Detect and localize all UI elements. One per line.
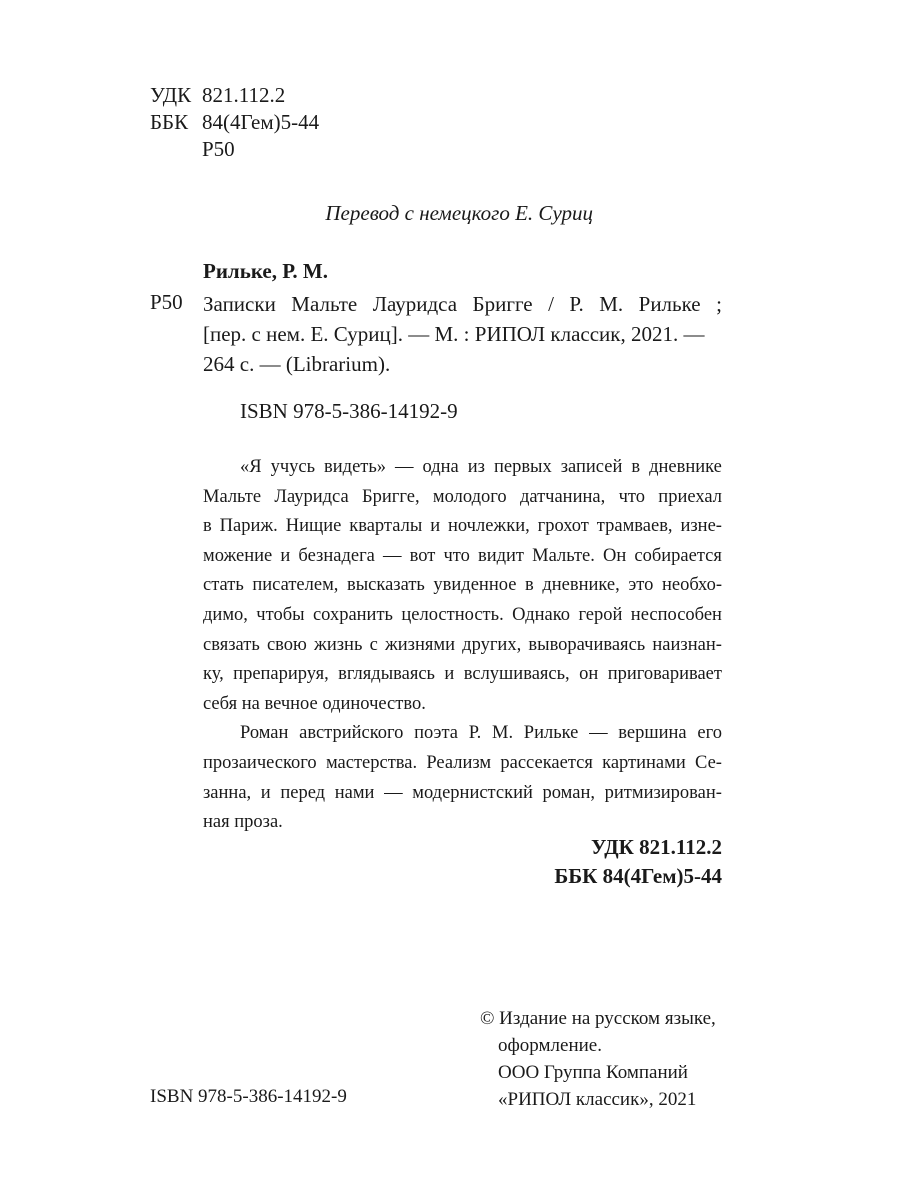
annotation-text: себя на вечное одиночество. <box>203 693 426 714</box>
annotation-word: наизнан- <box>652 634 722 655</box>
bib-word: ; <box>716 292 722 316</box>
annotation-word: мастерства. <box>325 752 418 773</box>
annotation-word: модернистский <box>412 782 533 803</box>
annotation-word: одна <box>422 457 459 477</box>
annotation-line <box>203 483 722 513</box>
annotation-word: в <box>525 575 534 596</box>
bib-word: Лауридса <box>372 292 458 316</box>
annotation-word: Однако <box>512 604 571 625</box>
bib-word: Записки <box>203 292 276 316</box>
author-mark-row <box>150 136 319 163</box>
annotation-word: вслушиваясь, <box>463 664 570 685</box>
annotation-word: Нищие <box>285 516 342 537</box>
top-classification-codes <box>150 82 319 163</box>
bottom-bbk: ББК 84(4Гем)5-44 <box>554 864 722 888</box>
bib-text: 264 с. — (Librarium). <box>203 352 391 376</box>
copyright-line-3: ООО Группа Компаний <box>498 1062 688 1083</box>
annotation-word: с <box>369 634 378 655</box>
annotation-word: роман, <box>542 782 595 803</box>
annotation-line <box>203 512 722 542</box>
annotation-word: картинами <box>602 752 686 773</box>
annotation-word: ку, <box>203 664 224 685</box>
annotation-word: вглядываясь <box>338 664 435 685</box>
annotation-word: молодого <box>432 486 507 507</box>
bib-word: / <box>548 292 554 316</box>
author-mark: Р50 <box>150 290 183 314</box>
annotation-word: Он <box>603 545 627 566</box>
annotation-word: безнадега <box>298 545 375 566</box>
bib-line-1 <box>203 289 722 319</box>
copyright-line-2: оформление. <box>498 1035 602 1056</box>
annotation-line <box>203 660 722 690</box>
annotation-word: нами <box>334 782 375 803</box>
bib-line-2 <box>203 319 722 349</box>
annotation-word: прозаического <box>203 752 317 773</box>
annotation-word: Мальте <box>203 486 262 507</box>
annotation-word: целостность. <box>401 604 504 625</box>
annotation-word: видеть» <box>324 457 387 477</box>
annotation-line <box>203 453 722 483</box>
annotation-word: из <box>467 457 485 477</box>
annotation-word: он <box>579 664 599 685</box>
annotation-word: трамваев, <box>596 516 673 537</box>
annotation-word: «Я <box>240 457 262 477</box>
annotation-text: ная проза. <box>203 812 283 833</box>
annotation-word: писателем, <box>252 575 339 596</box>
annotation-word: связать <box>203 634 260 655</box>
annotation-word: что <box>618 486 645 507</box>
annotation-word: и <box>260 782 271 803</box>
annotation-word: Роман <box>240 723 289 744</box>
bib-text: [пер. с нем. Е. Суриц]. — М. : РИПОЛ классик, 2021. — <box>203 322 705 346</box>
annotation-line <box>203 571 722 601</box>
annotation-word: Бригге, <box>362 486 420 507</box>
annotation-word: собирается <box>634 545 722 566</box>
author-heading: Рильке, Р. М. <box>203 259 328 283</box>
annotation-word: чтобы <box>256 604 305 625</box>
annotation-word: выворачиваясь <box>528 634 646 655</box>
bib-word: М. <box>599 292 624 316</box>
bib-word: Рильке <box>638 292 701 316</box>
copyright-notice <box>480 1005 716 1113</box>
annotation-line <box>203 631 722 661</box>
annotation-word: рассекается <box>500 752 593 773</box>
bbk-row <box>150 109 319 136</box>
annotation-word: препарируя, <box>233 664 329 685</box>
annotation-line <box>203 749 722 779</box>
annotation-word: Реализм <box>426 752 492 773</box>
annotation-word: стать <box>203 575 244 596</box>
annotation-word: — <box>384 782 403 803</box>
annotation-word: это <box>628 575 654 596</box>
annotation-word: записей <box>560 457 623 477</box>
annotation-word: перед <box>280 782 326 803</box>
annotation-word: австрийского <box>299 723 404 744</box>
bibliographic-description <box>203 289 722 379</box>
bbk-value: 84(4Гем)5-44 <box>202 110 320 134</box>
annotation-word: кварталы <box>349 516 423 537</box>
annotation-word: можение <box>203 545 273 566</box>
annotation-word: приехал <box>658 486 722 507</box>
copyright-line-1: © Издание на русском языке, <box>480 1008 716 1029</box>
annotation-word: Лауридса <box>274 486 349 507</box>
bottom-udk: УДК 821.112.2 <box>590 835 722 859</box>
annotation-word: других, <box>462 634 522 655</box>
annotation-word: датчанина, <box>519 486 606 507</box>
annotation-word: видит <box>477 545 525 566</box>
udk-row <box>150 82 319 109</box>
annotation-word: Р. <box>468 723 482 744</box>
annotation <box>203 453 722 838</box>
annotation-word: жизнь <box>314 634 363 655</box>
author-mark-top: Р50 <box>202 137 235 161</box>
bbk-label: ББК <box>150 110 189 134</box>
annotation-word: его <box>697 723 722 744</box>
annotation-word: и <box>280 545 291 566</box>
annotation-word: и <box>444 664 455 685</box>
isbn-bottom: ISBN 978-5-386-14192-9 <box>150 1086 347 1107</box>
bib-word: Бригге <box>472 292 533 316</box>
annotation-word: Париж. <box>219 516 278 537</box>
annotation-word: вот <box>409 545 436 566</box>
annotation-word: необхо- <box>661 575 722 596</box>
annotation-word: увиденное <box>433 575 517 596</box>
annotation-word: Рильке <box>523 723 579 744</box>
annotation-line <box>203 542 722 572</box>
copyright-line-4: «РИПОЛ классик», 2021 <box>498 1089 697 1110</box>
annotation-line <box>203 601 722 631</box>
annotation-word: Мальте. <box>532 545 595 566</box>
annotation-word: М. <box>492 723 514 744</box>
annotation-word: герой <box>578 604 623 625</box>
annotation-word: и <box>430 516 441 537</box>
annotation-word: дневнике, <box>542 575 620 596</box>
annotation-word: что <box>443 545 470 566</box>
annotation-word: — <box>395 457 414 477</box>
bottom-classification-codes <box>0 833 722 891</box>
translator-credit: Перевод с немецкого Е. Суриц <box>325 201 593 225</box>
udk-label: УДК <box>150 83 192 107</box>
annotation-word: — <box>383 545 402 566</box>
annotation-word: димо, <box>203 604 248 625</box>
annotation-word: в <box>203 516 212 537</box>
annotation-word: учусь <box>270 457 316 477</box>
annotation-word: ночлежки, <box>448 516 530 537</box>
annotation-word: занна, <box>203 782 252 803</box>
annotation-word: — <box>589 723 608 744</box>
annotation-line <box>203 719 722 749</box>
annotation-line <box>203 779 722 809</box>
annotation-word: поэта <box>414 723 458 744</box>
bib-word: Мальте <box>291 292 358 316</box>
annotation-word: ритмизирован- <box>604 782 722 803</box>
annotation-word: изне- <box>680 516 722 537</box>
bib-line-3 <box>203 349 722 379</box>
annotation-word: высказать <box>346 575 425 596</box>
annotation-word: в <box>631 457 641 477</box>
annotation-word: приговаривает <box>607 664 722 685</box>
bib-word: Р. <box>569 292 584 316</box>
udk-value: 821.112.2 <box>202 83 286 107</box>
annotation-word: неспособен <box>630 604 722 625</box>
annotation-word: дневнике <box>649 457 722 477</box>
annotation-word: вершина <box>618 723 687 744</box>
annotation-word: сохранить <box>312 604 393 625</box>
annotation-word: Се- <box>695 752 722 773</box>
annotation-word: свою <box>266 634 307 655</box>
annotation-word: грохот <box>537 516 589 537</box>
annotation-word: первых <box>493 457 552 477</box>
annotation-word: жизнями <box>384 634 455 655</box>
annotation-line <box>203 690 722 720</box>
isbn-main: ISBN 978-5-386-14192-9 <box>240 399 458 423</box>
